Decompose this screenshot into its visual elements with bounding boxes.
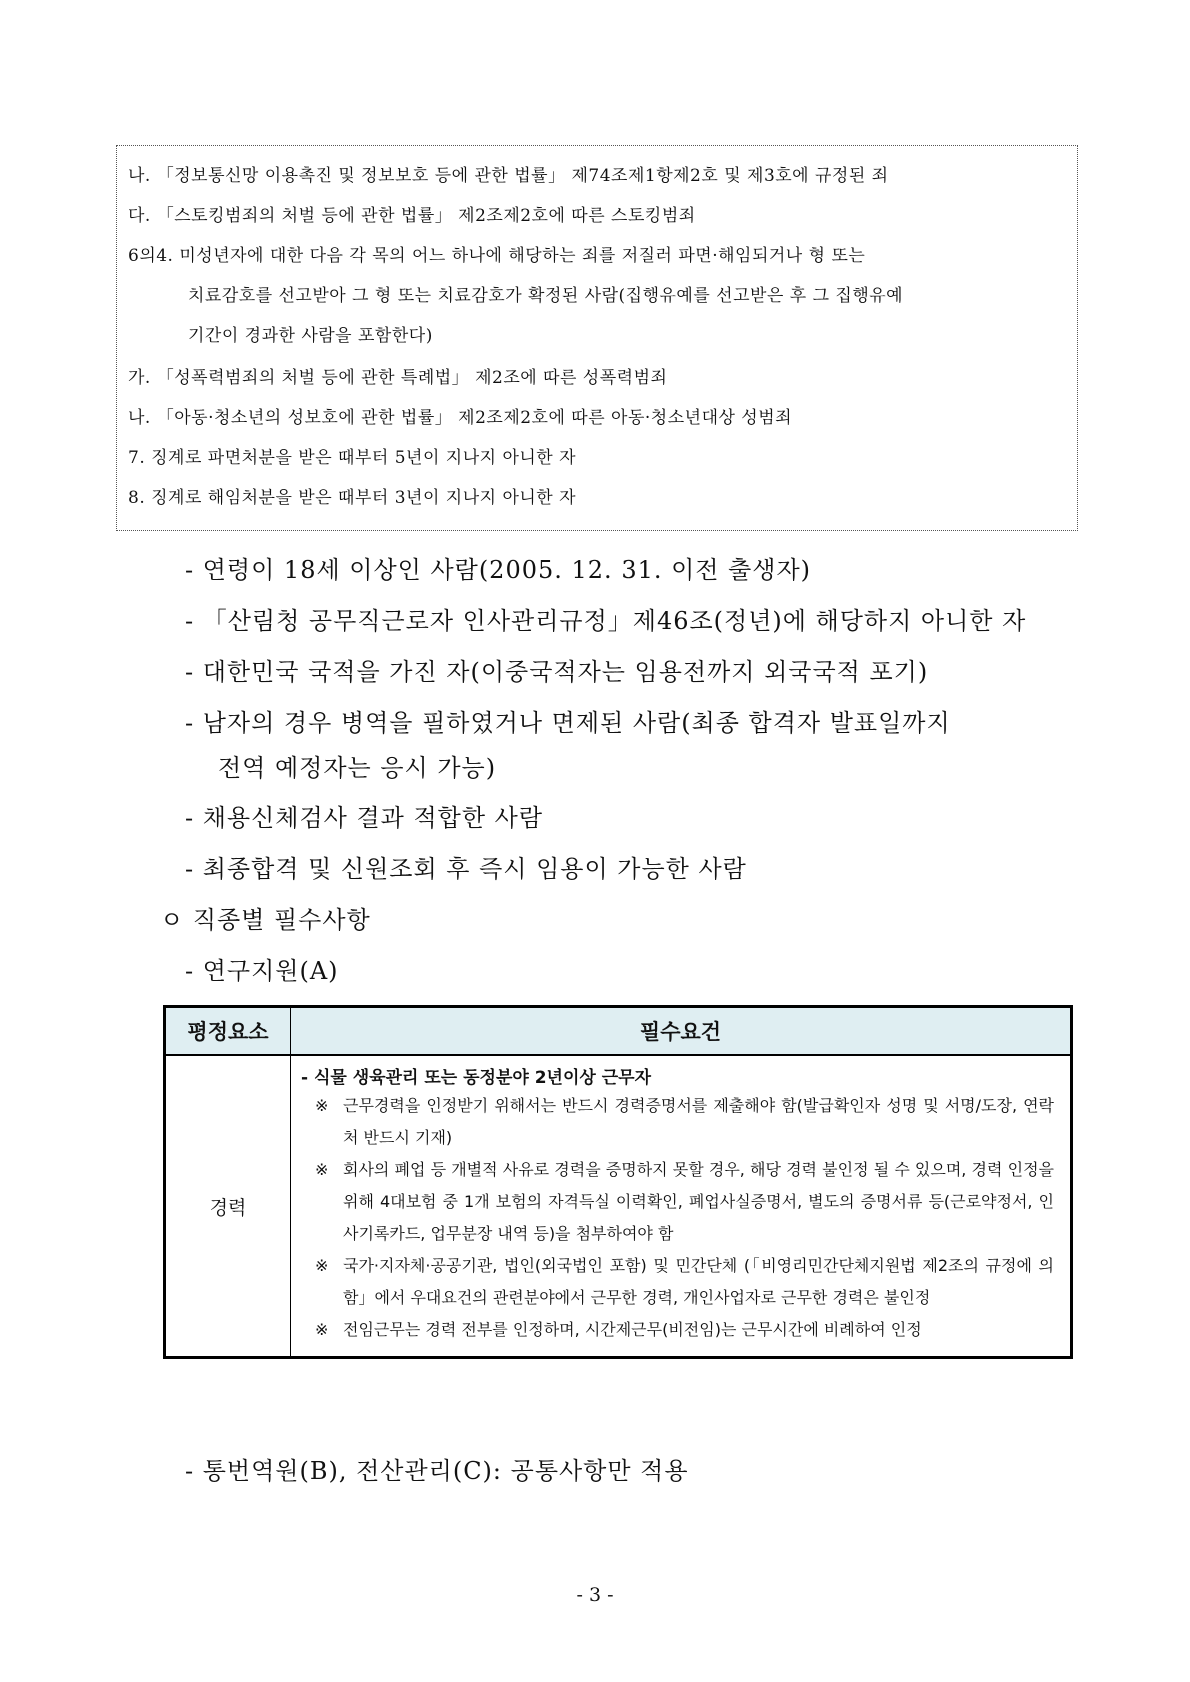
note-item: ※ 근무경력을 인정받기 위해서는 반드시 경력증명서를 제출해야 함(발급확인자 성명 및 서명/도장, 연락처 반드시 기재) (315, 1096, 1054, 1147)
section-heading: ㅇ 직종별 필수사항 (160, 906, 371, 934)
table-header-requirement: 필수요건 (291, 1007, 1072, 1056)
bullet-item: - 남자의 경우 병역을 필하였거나 면제된 사람(최종 합격자 발표일까지 (185, 709, 951, 737)
sub-heading: - 통번역원(B), 전산관리(C): 공통사항만 적용 (185, 1457, 689, 1485)
box-line: 다. 「스토킹범죄의 처벌 등에 관한 법률」 제2조제2호에 따른 스토킹범죄 (128, 206, 696, 226)
table-header-category: 평정요소 (165, 1007, 291, 1056)
requirements-table (163, 1005, 1073, 1359)
bullet-item: - 연령이 18세 이상인 사람(2005. 12. 31. 이전 출생자) (185, 556, 812, 584)
sub-heading: - 연구지원(A) (185, 957, 339, 985)
bullet-item-continuation: 전역 예정자는 응시 가능) (218, 754, 497, 782)
box-line: 기간이 경과한 사람을 포함한다) (188, 326, 433, 346)
table-row (165, 1055, 1072, 1358)
box-line: 8. 징계로 해임처분을 받은 때부터 3년이 지나지 아니한 자 (128, 488, 577, 508)
requirement-title: - 식물 생육관리 또는 동정분야 2년이상 근무자 (301, 1068, 651, 1088)
box-line: 7. 징계로 파면처분을 받은 때부터 5년이 지나지 아니한 자 (128, 448, 577, 468)
box-line: 치료감호를 선고받아 그 형 또는 치료감호가 확정된 사람(집행유예를 선고받은 후 그 집행유예 (188, 286, 904, 306)
box-line: 가. 「성폭력범죄의 처벌 등에 관한 특례법」 제2조에 따른 성폭력범죄 (128, 368, 668, 388)
category-cell: 경력 (165, 1055, 291, 1358)
bullet-item: - 「산림청 공무직근로자 인사관리규정」제46조(정년)에 해당하지 아니한 자 (185, 607, 1027, 635)
note-item: ※ 전임근무는 경력 전부를 인정하며, 시간제근무(비전임)는 근무시간에 비례하여 인정 (315, 1320, 922, 1339)
note-item: ※ 국가·지자체·공공기관, 법인(외국법인 포함) 및 민간단체 (「비영리민간단체지원법 제2조의 규정에 의함」에서 우대요건의 관련분야에서 근무한 경력, 개인사업자로 근무한 경력은 불인정 (315, 1256, 1054, 1307)
page-number: - 3 - (576, 1584, 614, 1606)
box-line: 나. 「정보통신망 이용촉진 및 정보보호 등에 관한 법률」 제74조제1항제2호 및 제3호에 규정된 죄 (128, 166, 889, 186)
box-line: 6의4. 미성년자에 대한 다음 각 목의 어느 하나에 해당하는 죄를 저질러 파면·해임되거나 형 또는 (128, 246, 866, 266)
note-item: ※ 회사의 폐업 등 개별적 사유로 경력을 증명하지 못할 경우, 해당 경력 불인정 될 수 있으며, 경력 인정을 위해 4대보험 중 1개 보험의 자격득실 이력확인, 폐업사실증명서, 별도의 증명서류 등(근로약정서, 인사기록카드, 업무분장 내역 등)을 첨부하여야 함 (315, 1160, 1054, 1243)
bullet-item: - 채용신체검사 결과 적합한 사람 (185, 804, 544, 832)
bullet-item: - 최종합격 및 신원조회 후 즉시 임용이 가능한 사람 (185, 855, 747, 883)
box-line: 나. 「아동·청소년의 성보호에 관한 법률」 제2조제2호에 따른 아동·청소년대상 성범죄 (128, 408, 793, 428)
requirement-cell (291, 1055, 1072, 1358)
bullet-item: - 대한민국 국적을 가진 자(이중국적자는 임용전까지 외국국적 포기) (185, 658, 929, 686)
